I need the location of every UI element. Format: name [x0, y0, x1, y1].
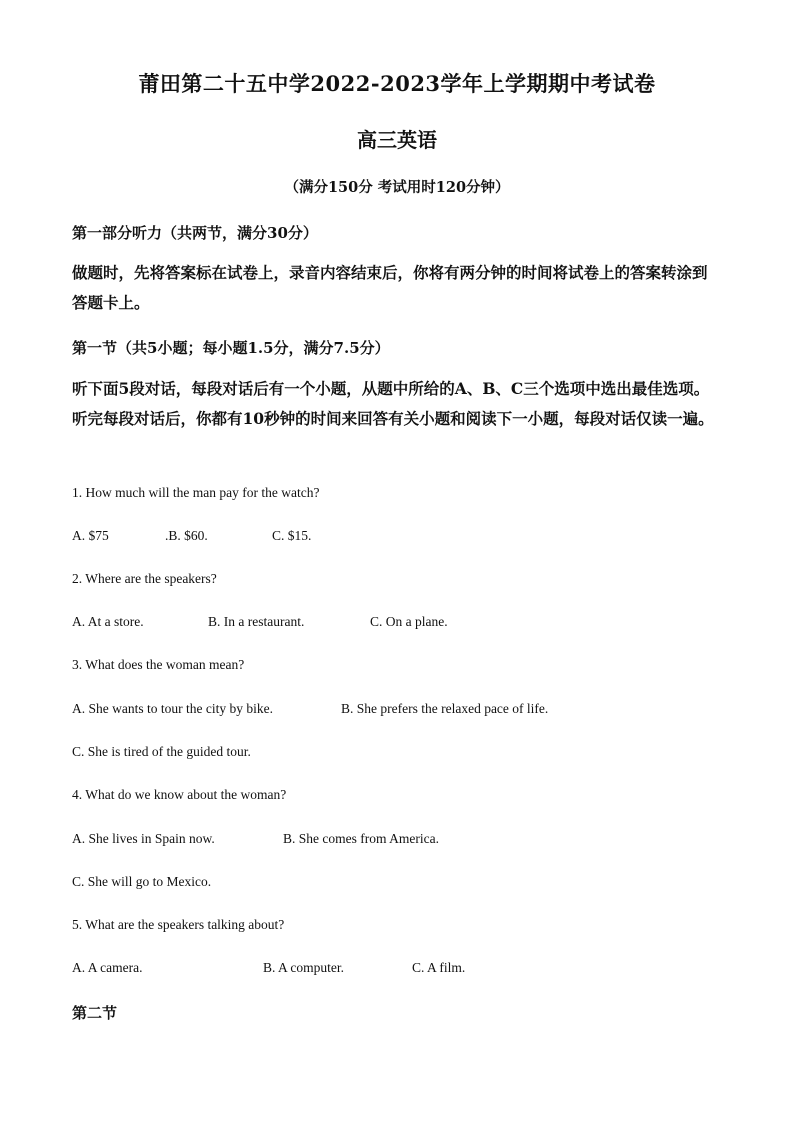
part1-instruction: 做题时，先将答案标在试卷上，录音内容结束后，你将有两分钟的时间将试卷上的答案转涂到答题卡上。 [72, 263, 708, 312]
question-4-option-c: C. She will go to Mexico. [72, 874, 212, 889]
question-5: 5. What are the speakers talking about? [72, 917, 285, 932]
question-2-option-c: C. On a plane. [370, 614, 448, 629]
question-1: 1. How much will the man pay for the watch? [72, 485, 320, 500]
question-3-option-c: C. She is tired of the guided tour. [72, 744, 251, 759]
question-1-option-c: C. $15. [272, 528, 312, 543]
question-2: 2. Where are the speakers? [72, 571, 217, 586]
section1-heading: 第一节（共5小题；每小题1.5分，满分7.5分） [72, 339, 390, 357]
question-4: 4. What do we know about the woman? [72, 787, 287, 802]
question-2-option-b: B. In a restaurant. [208, 614, 305, 629]
question-5-option-b: B. A computer. [263, 960, 344, 975]
question-1-option-b: .B. $60. [165, 528, 208, 543]
question-3-option-b: B. She prefers the relaxed pace of life. [341, 701, 549, 716]
question-3: 3. What does the woman mean? [72, 657, 245, 672]
question-4-option-a: A. She lives in Spain now. [72, 831, 215, 846]
question-2-option-a: A. At a store. [72, 614, 144, 629]
question-5-option-a: A. A camera. [72, 960, 143, 975]
section1-instruction: 听下面5段对话，每段对话后有一个小题，从题中所给的A、B、C三个选项中选出最佳选项。听完每段对话后，你都有10秒钟的时间来回答有关小题和阅读下一小题，每段对话仅读一遍。 [72, 379, 714, 428]
subject-title: 高三英语 [357, 128, 437, 152]
question-4-option-b: B. She comes from America. [283, 831, 439, 846]
question-1-option-a: A. $75 [72, 528, 109, 543]
question-3-option-a: A. She wants to tour the city by bike. [72, 701, 273, 716]
exam-title: 莆田第二十五中学2022-2023学年上学期期中考试卷 [138, 71, 656, 96]
section2-heading: 第二节 [72, 1004, 118, 1022]
part1-heading: 第一部分听力（共两节，满分30分） [72, 224, 318, 242]
question-5-option-c: C. A film. [412, 960, 466, 975]
exam-info: （满分150分 考试用时120分钟） [284, 179, 510, 196]
